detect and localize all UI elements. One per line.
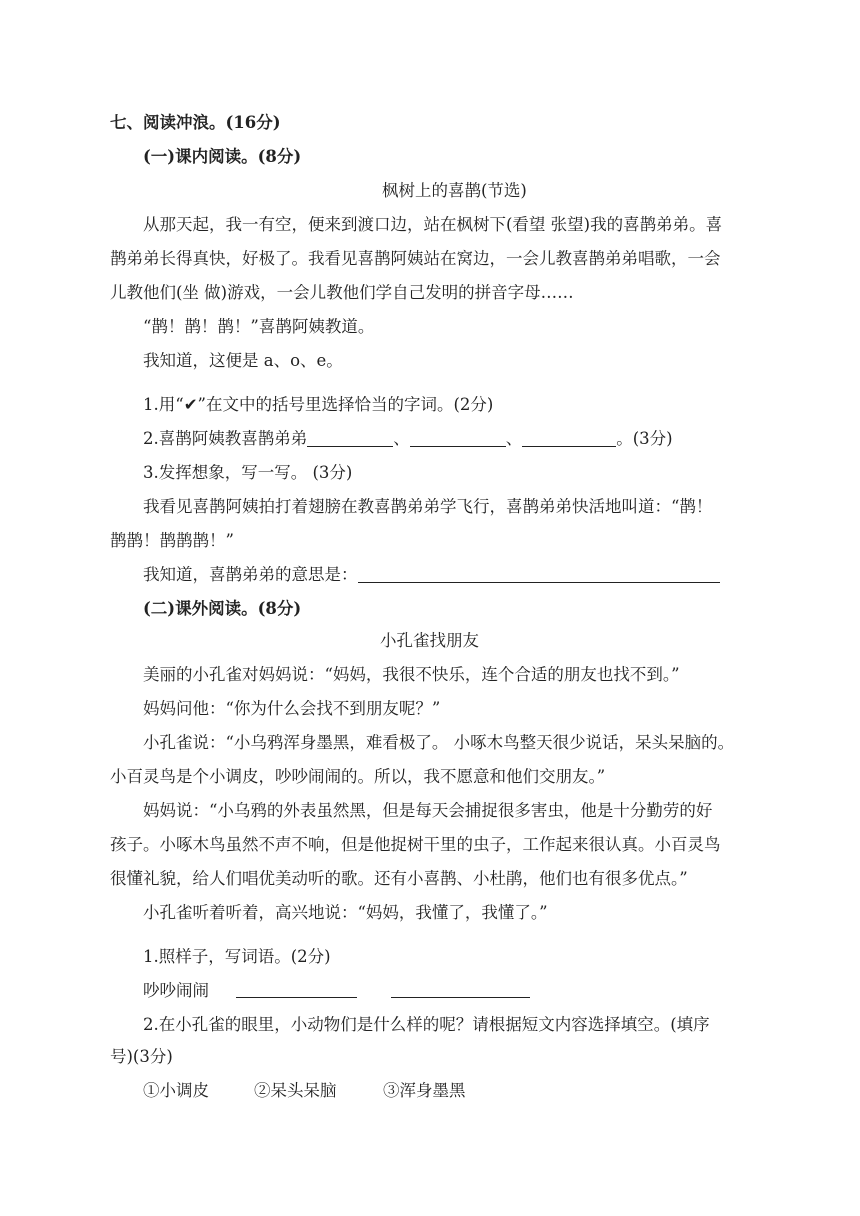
part2-passage-title: 小孔雀找朋友 <box>380 631 479 650</box>
question-1-prefix: 1.用“ <box>143 395 184 414</box>
question-1-suffix: ”在文中的括号里选择恰当的字词。(2分) <box>197 395 494 414</box>
part2-question-1-example: 吵吵闹闹 <box>143 981 209 1000</box>
part2-question-2-line-1: 2.在小孔雀的眼里，小动物们是什么样的呢？请根据短文内容选择填空。(填序 <box>143 1015 710 1034</box>
part1-heading: (一)课内阅读。(8分) <box>143 147 302 166</box>
answer-blank-3[interactable] <box>522 430 616 447</box>
word-answer-blank-2[interactable] <box>391 981 530 998</box>
question-3-text-line-1: 我看见喜鹊阿姨拍打着翅膀在教喜鹊弟弟学飞行，喜鹊弟弟快活地叫道：“鹊！ <box>143 497 713 516</box>
part2-paragraph-1: 美丽的小孔雀对妈妈说：“妈妈，我很不快乐，连个合适的朋友也找不到。” <box>143 665 680 684</box>
question-2-prefix: 2.喜鹊阿姨教喜鹊弟弟 <box>143 429 308 448</box>
option-1: ①小调皮 <box>143 1081 209 1100</box>
question-3-text-line-2: 鹊鹊！鹊鹊鹊！” <box>110 531 234 550</box>
part2-paragraph-4-line-3: 很懂礼貌，给人们唱优美动听的歌。还有小喜鹊、小杜鹃，他们也有很多优点。” <box>110 869 688 888</box>
part2-paragraph-4-line-2: 孩子。小啄木鸟虽然不声不响，但是他捉树干里的虫子，工作起来很认真。小百灵鸟 <box>110 835 721 854</box>
part2-paragraph-3-line-2: 小百灵鸟是个小调皮，吵吵闹闹的。所以，我不愿意和他们交朋友。” <box>110 767 606 786</box>
part1-paragraph-1-line-3: 儿教他们(坐 做)游戏，一会儿教他们学自己发明的拼音字母…… <box>110 283 574 302</box>
section-title: 七、阅读冲浪。(16分) <box>110 113 281 132</box>
checkmark-icon: ✔ <box>183 395 198 414</box>
question-3-answer-line <box>143 564 720 586</box>
part1-paragraph-3: 我知道，这便是 a、o、e。 <box>143 351 343 370</box>
word-answer-blank-1[interactable] <box>236 981 357 998</box>
separator: 、 <box>505 429 523 448</box>
part2-paragraph-4-line-1: 妈妈说：“小乌鸦的外表虽然黑，但是每天会捕捉很多害虫，他是十分勤劳的好 <box>143 801 713 820</box>
question-2-suffix: 。(3分) <box>616 429 673 448</box>
part2-paragraph-3-line-1: 小孔雀说：“小乌鸦浑身墨黑，难看极了。 小啄木鸟整天很少说话，呆头呆脑的。 <box>143 733 735 752</box>
option-2: ②呆头呆脑 <box>254 1081 337 1100</box>
answer-blank-1[interactable] <box>307 430 393 447</box>
part2-paragraph-2: 妈妈问他：“你为什么会找不到朋友呢？” <box>143 699 441 718</box>
answer-blank-2[interactable] <box>410 430 506 447</box>
part1-passage-title: 枫树上的喜鹊(节选) <box>382 181 527 200</box>
option-3: ③浑身墨黑 <box>383 1081 466 1100</box>
part2-question-2-line-2: 号)(3分) <box>110 1047 173 1066</box>
part2-paragraph-5: 小孔雀听着听着，高兴地说：“妈妈，我懂了，我懂了。” <box>143 903 548 922</box>
question-3-answer-prefix: 我知道，喜鹊弟弟的意思是： <box>143 565 358 584</box>
separator: 、 <box>393 429 410 448</box>
part1-paragraph-1-line-1: 从那天起，我一有空，便来到渡口边，站在枫树下(看望 张望)我的喜鹊弟弟。喜 <box>143 215 723 234</box>
part2-question-1: 1.照样子，写词语。(2分) <box>143 947 331 966</box>
answer-blank-meaning[interactable] <box>358 566 720 583</box>
part1-question-1 <box>143 394 493 416</box>
part1-paragraph-1-line-2: 鹊弟弟长得真快，好极了。我看见喜鹊阿姨站在窝边，一会儿教喜鹊弟弟唱歌，一会 <box>110 249 721 268</box>
part1-question-2 <box>143 428 673 450</box>
part2-heading: (二)课外阅读。(8分) <box>143 599 302 618</box>
part1-question-3: 3.发挥想象，写一写。 (3分) <box>143 463 353 482</box>
part1-paragraph-2: “鹊！鹊！鹊！”喜鹊阿姨教道。 <box>143 317 375 336</box>
